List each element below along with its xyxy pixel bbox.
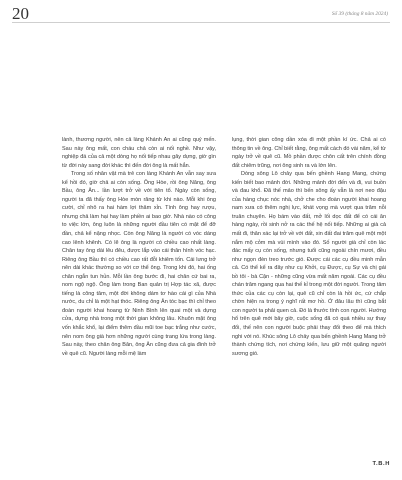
page-number: 20: [12, 4, 29, 23]
left-column: [62, 136, 216, 358]
issue-label: Số 39 (tháng 8 năm 2024): [331, 11, 388, 17]
right-column: [232, 136, 386, 358]
left-paragraph-1: lành, thương người, nên cả làng Khánh An ai cũng quý mến. Sau này ông mất, con cháu chả còn ai nối nghề. Như vậy, nghiệp đá của cả một dòng họ nối tiếp nhau gây dựng, giờ gìn từ đời này sang đời khác thì đến đời ông là mất hẳn.: [62, 137, 216, 169]
right-paragraph-2: Dòng sông Lô chảy qua bến ghềnh Hang Mang, chứng kiến biết bao mảnh đời. Những mảnh đời đến và đi, vui buồn và đau khổ. Đã thế mảo thì bến sông ấy vẫn là nơi neo đậu của hàng chục nóc nhà, chở che cho đoàn người khai hoang nam xưa có thêm nghị lực, khát vọng mà vượt qua trăm nỗi truân chuyên. Họ bám vào đất, mở lối dọc đất để có cái ăn hàng ngày, rồi sinh nở ra các thế hệ nối tiếp. Những ai già cả mất đi, thân xác lại trở về với đất, xin đất đai trăm quê một một nắm mộ cỏm mà vùi mình vào đó. Số người già chỉ còn lác đác mấy cụ còn sống, nhưng tuổi cũng ngoài chín mươi, đều như ngọn đèn treo trước gió. Được cái các cụ đều minh mẫn cả. Có thể kể ra đây như cụ Khởi, cụ Được, cụ Sự và chị gái bồ tôi - bà Cận - những cũng vừa mất năm ngoái. Các cụ đều chán trăm ngang qua hai thế kỉ trong một đời người. Trong tâm thức của các cụ còn lại, quê cũ chỉ còn là hồi ức, cứ chắp chờn hiện ra trong ý nghĩ rất mơ hồ. Ở đâu lâu thì cũng bắt con người ta phải quen cả. Đó là thước tính con người. Hướng hổ trên quê mới bây giờ, cuộc sống đã có quá nhiều sự thay đổi, thế nên con người buộc phải thay đổi theo để mà thích nghi với nó. Khúc sông Lô chảy qua bến ghềnh Hang Mang trở thành chứng tích, nơi chứng kiến, lưu giữ một quãng người sương gió.: [232, 171, 386, 357]
right-paragraph-1: lụng, thời gian công dần xóa đi một phần kí ức. Chả ai có thông tin về ông. Chỉ biết rằng, ông mất cách đó vài năm, kể từ ngày trở về quê cũ. Mồ phần được chôn cất trên chính đồng đất chiêm trũng, nơi ông sinh ra và lớn lên.: [232, 137, 386, 169]
header-divider: [12, 22, 390, 23]
left-paragraph-2: Trong số nhân vật mà trẻ con làng Khánh An vẫn say sưa kể hồi đó, giờ chả ai còn sống. Ông Hòe, rồi ông Năng, ông Bầu, ông Ân... lần lượt trở về với tiên tổ. Ngày còn sống, người ta đã thấy ông Hòe mòn răng từ khi nào. Mỗi khi ông cười, chỉ nhô ra hai hàm lợi thâm xỉn. Tính ông hay rượu, nhưng chả làm hại hay làm phiền ai bao giờ. Nhà nào có công to việc lớn, ông luôn là những người đầu tiên có mặt để đỡ đần, chả kể nặng nhọc. Còn ông Năng là người có vóc dáng cao lênh khênh. Có lẽ ông là người có chiều cao nhất làng. Chân tay ông dài lêu đêu, được lắp vào cái thân hình vóc hạc. Riêng ông Bầu thì có chiều cao rất đỗi khiêm tốn. Cái lưng trở nên dài khác thường so với cơ thể ông. Trong khi đó, hai ống chân ngắn tun hủn. Mỗi lần ông bước đi, hai chân cứ bai ra, nom ngộ ngộ. Ông làm trong Ban quản trị Hợp tác xã, được tiếng là công tâm, một đời không dám tơ hào cái gì của Nhà nước, du chỉ là một hạt thóc. Riêng ông Ân tóc bạc thì chỉ theo đoàn người khai hoang từ Ninh Bình lên quai một và dựng cửa, dựng nhà trong một thời gian không lâu. Khuôn mặt ông vốn khắc khổ, lại điểm thêm đầu mũi toe bạc trắng như cước, nên nom ông già hơn những người cùng trang lứa trong làng. Sau này, theo chân ông Bân, ông Ân cũng đưa cả gia đình trở về quê cũ. Người làng mỗi mệ làm: [62, 171, 216, 357]
author-signature: T.B.H: [372, 461, 390, 467]
